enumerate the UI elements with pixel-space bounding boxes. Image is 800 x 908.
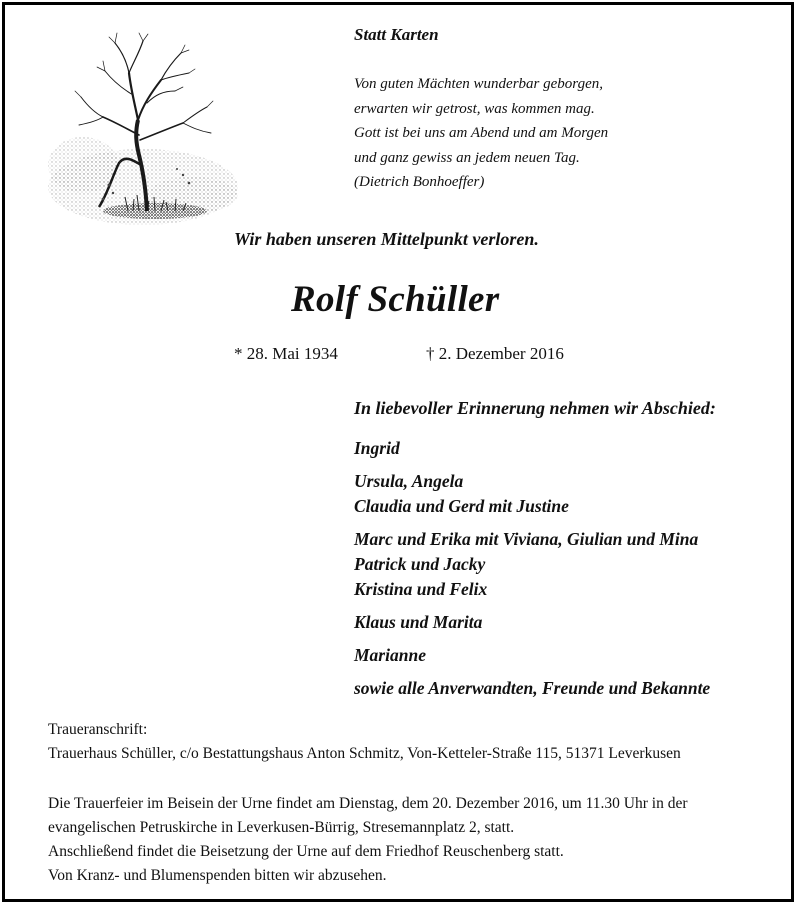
poem-line: Gott ist bei uns am Abend und am Morgen xyxy=(354,125,609,141)
address-line: Trauerhaus Schüller, c/o Bestattungshaus Anton Schmitz, Von-Ketteler-Straße 115, 51371 Leverkusen xyxy=(48,745,681,762)
poem-line: erwarten wir getrost, was kommen mag. xyxy=(354,100,595,117)
poem xyxy=(354,72,608,195)
family-member: Ursula, Angela xyxy=(354,471,464,491)
deceased-name: Rolf Schüller xyxy=(291,279,500,320)
family-member: Claudia und Gerd mit Justine xyxy=(354,496,569,516)
poem-line: Von guten Mächten wunderbar geborgen, xyxy=(354,76,603,92)
family-member: Patrick und Jacky xyxy=(354,554,486,574)
poem-line: und ganz gewiss an jedem neuen Tag. xyxy=(354,149,580,166)
ceremony-notice xyxy=(48,792,688,888)
tagline: Wir haben unseren Mittelpunkt verloren. xyxy=(234,229,539,249)
family-member: Marc und Erika mit Viviana, Giulian und Mina xyxy=(354,529,699,549)
family-member: Ingrid xyxy=(354,438,400,458)
notice-line: Von Kranz- und Blumenspenden bitten wir abzusehen. xyxy=(48,867,387,884)
obituary-frame xyxy=(2,2,794,902)
family-member: Marianne xyxy=(354,645,426,665)
notice-line: Die Trauerfeier im Beisein der Urne findet am Dienstag, dem 20. Dezember 2016, um 11.30 Uhr in der xyxy=(48,795,688,812)
family-heading: In liebevoller Erinnerung nehmen wir Abschied: xyxy=(354,398,716,418)
tree-illustration xyxy=(43,25,243,227)
statt-karten-label: Statt Karten xyxy=(354,25,439,44)
family-member: sowie alle Anverwandten, Freunde und Bekannte xyxy=(354,678,711,698)
address-label: Traueranschrift: xyxy=(48,721,148,738)
family-member: Kristina und Felix xyxy=(354,579,488,599)
birth-date: * 28. Mai 1934 xyxy=(234,344,338,363)
family-member: Klaus und Marita xyxy=(354,612,483,632)
death-date: † 2. Dezember 2016 xyxy=(426,344,564,363)
poem-author: (Dietrich Bonhoeffer) xyxy=(354,174,485,190)
notice-line: evangelischen Petruskirche in Leverkusen-Bürrig, Stresemannplatz 2, statt. xyxy=(48,819,515,836)
notice-line: Anschließend findet die Beisetzung der Urne auf dem Friedhof Reuschenberg statt. xyxy=(48,843,564,860)
